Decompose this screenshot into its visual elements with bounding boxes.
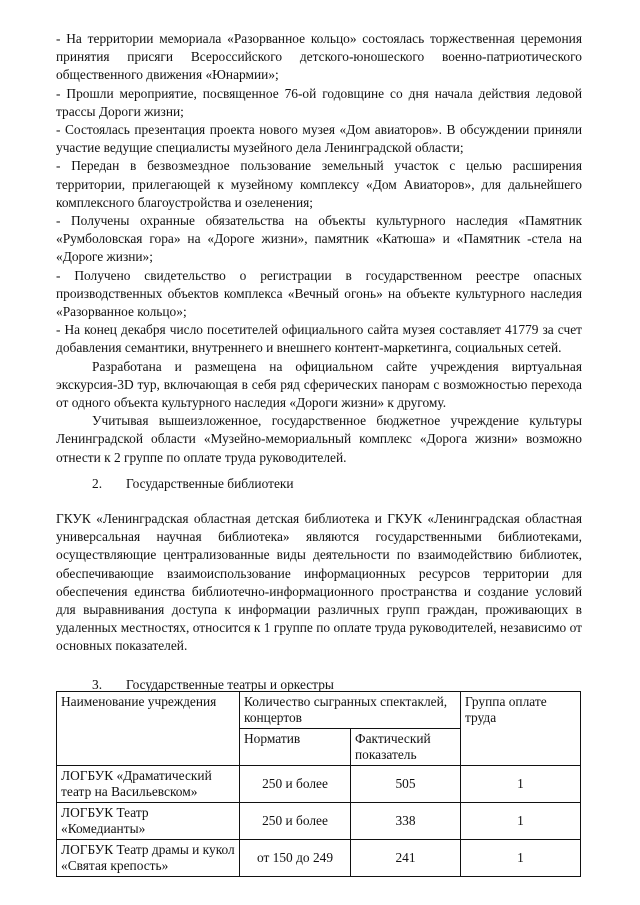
cell-norm: 250 и более — [240, 803, 351, 840]
section-3-number: 3. — [92, 677, 103, 692]
cell-name: ЛОГБУК «Драматический театр на Васильевском» — [57, 766, 240, 803]
header-group: Группа оплате труда — [461, 692, 581, 766]
cell-norm: 250 и более — [240, 766, 351, 803]
list-item: - Получены охранные обязательства на объекты культурного наследия «Памятник «Румболовская гора» на «Дороге жизни», памятник «Катюша» и «Памятник -стела на «Дороге жизни»; — [56, 213, 582, 265]
section-2-number: 2. — [92, 476, 103, 491]
table-row — [57, 766, 581, 803]
section-2-heading — [92, 475, 294, 493]
header-actual: Фактический показатель — [351, 729, 461, 766]
cell-norm: от 150 до 249 — [240, 840, 351, 877]
intro-list — [56, 30, 582, 467]
cell-actual: 338 — [351, 803, 461, 840]
libraries-paragraph: ГКУК «Ленинградская областная детская библиотека и ГКУК «Ленинградская областная универсальная научная библиотека» являются государственными библиотеками, осуществляющие централизованные виды деятельности по взаимодействию библиотек, обеспечивающие взаимоиспользование информационных ресурсов территории для обеспечения единства библиотечно-информационного пространства и создание условий для выравнивания доступа к информации различных групп граждан, проживающих в удаленных местностях, относится к 1 группе по оплате труда руководителей, независимо от основных показателей. — [56, 511, 582, 654]
conclusion-paragraph: Учитывая вышеизложенное, государственное бюджетное учреждение культуры Ленинградской области «Музейно-мемориальный комплекс «Дорога жизни» возможно отнести к 2 группе по оплате труда руководителей. — [56, 413, 582, 465]
list-item: - Прошли мероприятие, посвященное 76-ой годовщине со дня начала действия ледовой трассы Дороги жизни; — [56, 85, 582, 119]
cell-name: ЛОГБУК Театр драмы и кукол «Святая крепость» — [57, 840, 240, 877]
cell-name: ЛОГБУК Театр «Комедианты» — [57, 803, 240, 840]
cell-actual: 505 — [351, 766, 461, 803]
table-row — [57, 803, 581, 840]
list-item: - Передан в безвозмездное пользование земельный участок с целью расширения территории, прилегающей к музейному комплексу «Дом Авиаторов», для дальнейшего комплексного благоустройства и озеленения; — [56, 158, 582, 210]
cell-group: 1 — [461, 766, 581, 803]
cell-group: 1 — [461, 840, 581, 877]
table-row — [57, 840, 581, 877]
section-2-title: Государственные библиотеки — [126, 476, 294, 491]
list-item: - На территории мемориала «Разорванное кольцо» состоялась торжественная церемония принятия присяги Всероссийского детского-юношеского военно-патриотического общественного движения «Юнармии»; — [56, 31, 582, 83]
cell-actual: 241 — [351, 840, 461, 877]
theatres-table — [56, 691, 581, 877]
cell-group: 1 — [461, 803, 581, 840]
header-norm: Норматив — [240, 729, 351, 766]
header-name: Наименование учреждения — [57, 692, 240, 766]
list-item: - Получено свидетельство о регистрации в государственном реестре опасных производственных объектов комплекса «Вечный огонь» на объекте культурного наследия «Разорванное кольцо»; — [56, 267, 582, 320]
header-count: Количество сыгранных спектаклей, концертов — [240, 692, 461, 729]
list-item: - На конец декабря число посетителей официального сайта музея составляет 41779 за счет добавления семантики, внутреннего и внешнего контент-маркетинга, социальных сетей. — [56, 322, 582, 356]
section-3-title: Государственные театры и оркестры — [126, 677, 334, 692]
virtual-tour-paragraph: Разработана и размещена на официальном сайте учреждения виртуальная экскурсия-3D тур, включающая в себя ряд сферических панорам с возможностью перехода от одного объекта культурного наследия «Дороги жизни» к другому. — [56, 358, 582, 411]
table-header-row — [57, 692, 581, 729]
section-2-body — [56, 510, 582, 656]
list-item: - Состоялась презентация проекта нового музея «Дом авиаторов». В обсуждении приняли участие ведущие специалисты музейного дела Ленинградской области; — [56, 122, 582, 156]
